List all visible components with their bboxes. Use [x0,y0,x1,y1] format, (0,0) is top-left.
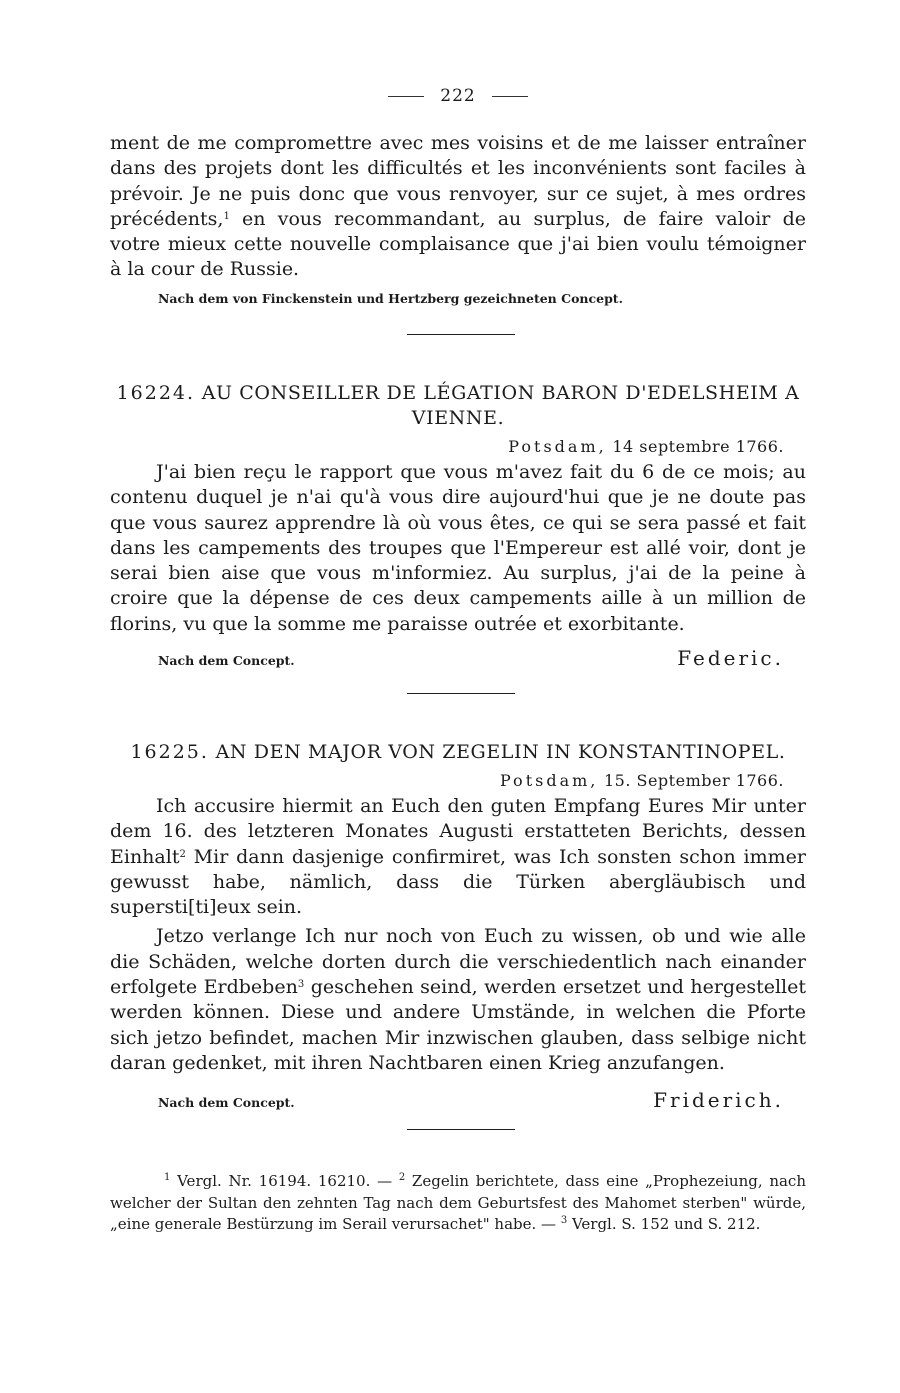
footnotes [110,1171,806,1236]
letter-dateline [110,771,806,790]
separator-rule [407,693,515,694]
letter-number: 16224. [116,382,196,404]
continued-paragraph [110,131,806,283]
header-dash-right [492,96,528,97]
letter-16225-footer [110,1088,806,1112]
letter-place: Potsdam, [499,771,599,790]
source-note: Nach dem Concept. [158,1095,295,1110]
page-number: 222 [440,86,476,106]
letter-body: J'ai bien reçu le rapport que vous m'avez fait du 6 de ce mois; au contenu duquel je n'ai qu'à vous dire aujourd'hui que je ne doute pas que vous saurez apprendre là où vous êtes, ce qui se sera passé et fait dans les campements des troupes que l'Empereur est allé voir, dont je serai bien aise que vous m'informiez. Au surplus, j'ai de la peine à croire que la dépense de ces deux campements aille à un million de florins, vu que la somme me paraisse outrée et exorbitante. [110,461,806,635]
letter-number: 16225. [130,741,209,763]
separator-rule [407,334,515,335]
continued-paragraph-text: ment de me compromettre avec mes voisins et de me laisser entraîner dans des projets dont les difficultés et les inconvénients sont faciles à prévoir. Je ne puis donc que vous renvoyer, sur ce sujet, à mes ordres précédents, [110,132,806,230]
footnote-2: Zegelin berichtete, dass eine „Prophezeiung, nach welcher der Sultan den zehnten Tag nach dem Geburtsfest des Mahomet sterben" würde, „eine generale Bestürzung im Serail verursachet" habe. — [110,1172,806,1233]
footnote-3: Vergl. S. 152 und S. 212. [567,1215,761,1233]
footnote-ref-2: 2 [179,848,186,860]
letter-16225 [110,740,806,1076]
letter-16224-footer [110,646,806,670]
body-text: geschehen seind, werden ersetzet und hergestellet werden können. Diese und andere Umstände, in welchen die Pforte sich jetzo befindet, machen Mir inzwischen glauben, dass selbige nicht daran gedenket, mit ihren Nachtbaren einen Krieg anzufangen. [110,976,807,1074]
letter-place: Potsdam, [508,437,607,456]
header-dash-left [388,96,424,97]
letter-addressee: AU CONSEILLER DE LÉGATION BARON D'EDELSHEIM A VIENNE. [201,382,800,429]
footnote-mark-2: 2 [398,1172,406,1183]
signature: Federic. [677,646,784,670]
letter-body-paragraph-2 [110,924,806,1076]
letter-addressee: AN DEN MAJOR VON ZEGELIN IN KONSTANTINOPEL. [215,741,786,763]
footnote-1: Vergl. Nr. 16194. 16210. — [170,1172,399,1190]
footnote-mark-1: 1 [164,1172,171,1183]
footnote-ref-1: 1 [223,210,230,222]
continued-paragraph-block [110,131,806,306]
letter-dateline [110,437,806,456]
source-note-top: Nach dem von Finckenstein und Hertzberg gezeichneten Concept. [158,290,623,306]
letter-date: 14 septembre 1766. [612,437,784,456]
page-header [110,86,806,106]
footnote-ref-3: 3 [297,979,305,991]
source-note: Nach dem Concept. [158,653,295,668]
separator-rule [407,1129,515,1130]
footnote-mark-3: 3 [560,1215,568,1226]
body-text: Jetzo verlange Ich nur noch von Euch zu wissen, ob und wie alle die Schäden, welche dorten durch die verschiedentlich nach einander erfolgete Erdbeben [110,925,806,999]
continued-paragraph-text-2: en vous recommandant, au surplus, de faire valoir de votre mieux cette nouvelle complaisance que j'ai bien voulu témoigner à la cour de Russie. [110,207,806,281]
footnote-block [110,1171,806,1236]
body-text: Ich accusire hiermit an Euch den guten Empfang Eures Mir unter dem 16. des letzteren Monates Augusti erstatteten Berichts, dessen Einhalt [110,795,806,868]
signature: Friderich. [653,1088,784,1112]
body-text: Mir dann dasjenige confirmiret, was Ich sonsten schon immer gewusst habe, nämlich, dass die Türken abergläubisch und supersti[ti]eux sein. [110,845,806,919]
letter-heading [110,740,806,765]
letter-body-paragraph-1 [110,794,806,920]
letter-16224 [110,381,806,637]
letter-date: 15. September 1766. [603,771,784,790]
letter-heading [110,381,806,431]
